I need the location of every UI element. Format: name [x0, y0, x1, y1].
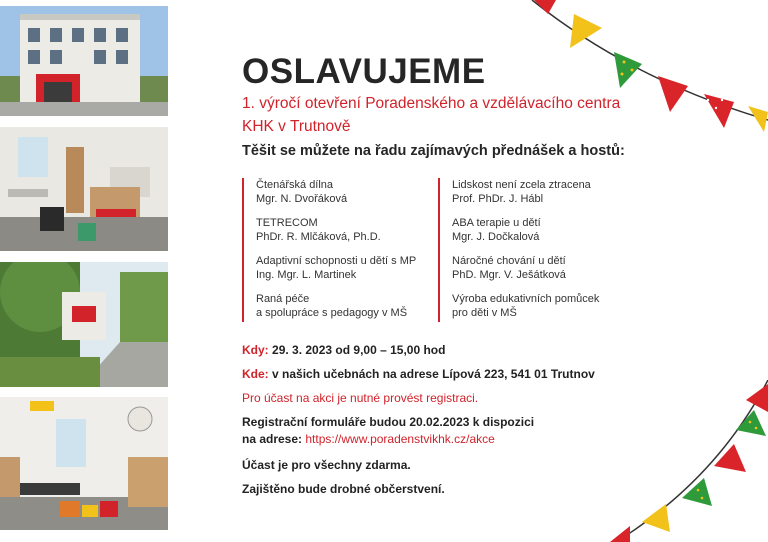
registration-info — [242, 414, 534, 448]
talk-topic: Náročné chování u dětí — [452, 255, 566, 267]
talk-topic: TETRECOM — [256, 217, 318, 229]
refreshments: Zajištěno bude drobné občerstvení. — [242, 482, 445, 496]
page-title: OSLAVUJEME — [242, 52, 486, 91]
photo-column — [0, 0, 168, 542]
photo-garden — [0, 262, 168, 387]
where-value: v našich učebnách na adrese Lípová 223, 541 01 Trutnov — [272, 367, 595, 381]
event-where — [242, 367, 595, 381]
talk-topic: Lidskost není zcela ztracena — [452, 179, 591, 191]
talk-topic: Výroba edukativních pomůcek — [452, 293, 600, 305]
talk-item — [256, 178, 347, 206]
talk-item — [452, 178, 591, 206]
talks-right-column — [438, 178, 638, 322]
photo-building — [0, 6, 168, 116]
intro-text: Těšit se můžete na řadu zajímavých přednášek a hostů: — [242, 143, 625, 159]
talk-speaker: Prof. PhDr. J. Hábl — [452, 193, 544, 205]
page-subtitle: 1. výročí otevření Poradenského a vzdělávacího centra KHK v Trutnově — [242, 95, 621, 135]
talk-item — [452, 216, 541, 244]
bunting-bottom-icon — [596, 380, 768, 542]
where-label: Kde: — [242, 367, 269, 381]
talk-speaker: Ing. Mgr. L. Martinek — [256, 269, 357, 281]
talk-topic: Čtenářská dílna — [256, 179, 334, 191]
event-when — [242, 343, 445, 357]
registration-line: Registrační formuláře budou 20.02.2023 k dispozici — [242, 415, 535, 429]
free-entry: Účast je pro všechny zdarma. — [242, 458, 411, 472]
talk-speaker: a spolupráce s pedagogy v MŠ — [256, 307, 408, 319]
talk-topic: Raná péče — [256, 293, 310, 305]
talk-item — [256, 254, 416, 282]
talk-topic: Adaptivní schopnosti u dětí s MP — [256, 255, 417, 267]
talk-speaker: Mgr. N. Dvořáková — [256, 193, 348, 205]
talk-speaker: pro děti v MŠ — [452, 307, 517, 319]
registration-prefix: na adrese: — [242, 432, 306, 446]
registration-link[interactable]: https://www.poradenstvikhk.cz/akce — [305, 432, 495, 446]
when-label: Kdy: — [242, 343, 269, 357]
talk-item — [256, 216, 381, 244]
talk-item — [452, 292, 599, 320]
when-value: 29. 3. 2023 od 9,00 – 15,00 hod — [272, 343, 446, 357]
talk-speaker: PhD. Mgr. V. Ješátková — [452, 269, 566, 281]
talk-speaker: Mgr. J. Dočkalová — [452, 231, 540, 243]
photo-classroom — [0, 397, 168, 530]
photo-office — [0, 127, 168, 251]
registration-note: Pro účast na akci je nutné provést registraci. — [242, 391, 479, 405]
talk-item — [256, 292, 407, 320]
talks-left-column — [242, 178, 422, 322]
talk-speaker: PhDr. R. Mlčáková, Ph.D. — [256, 231, 381, 243]
talk-item — [452, 254, 566, 282]
talk-topic: ABA terapie u dětí — [452, 217, 541, 229]
